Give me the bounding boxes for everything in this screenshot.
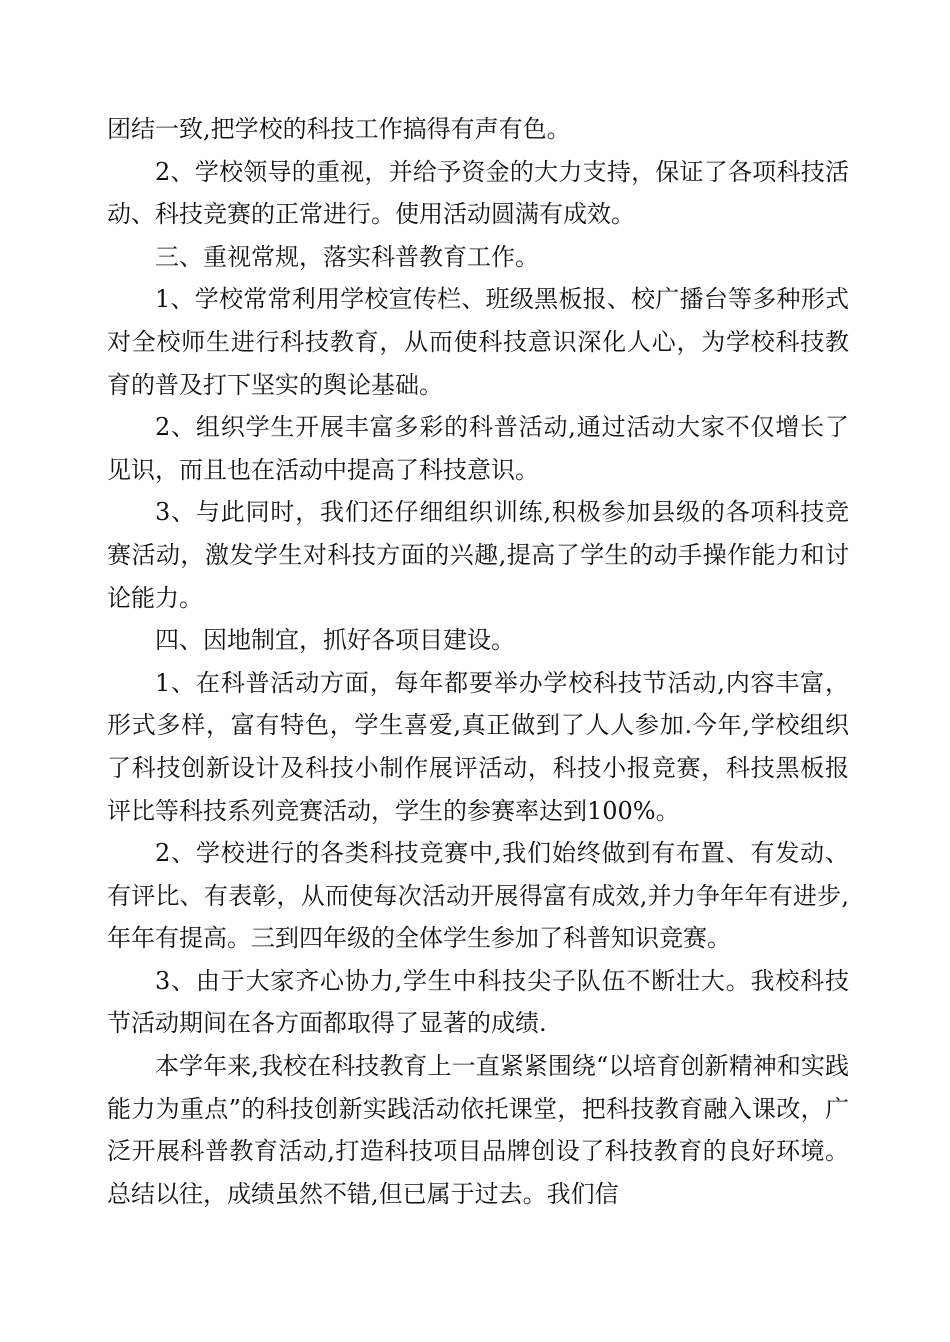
paragraph-achievements: 3、由于大家齐心协力,学生中科技尖子队伍不断壮大。我校科技节活动期间在各方面都取得了显著的成绩. [107,966,849,1038]
paragraph-activities: 2、组织学生开展丰富多彩的科普活动,通过活动大家不仅增长了见识，而且也在活动中提高了科技意识。 [107,413,849,484]
paragraph-competitions: 3、与此同时，我们还仔细组织训练,积极参加县级的各项科技竞赛活动，激发学生对科技方面的兴趣,提高了学生的动手操作能力和讨论能力。 [107,498,849,612]
paragraph-leadership-support: 2、学校领导的重视，并给予资金的大力支持，保证了各项科技活动、科技竞赛的正常进行。使用活动圆满有成效。 [107,157,849,229]
paragraph-summary: 本学年来,我校在科技教育上一直紧紧围绕“以培育创新精神和实践能力为重点”的科技创新实践活动依托课堂，把科技教育融入课改，广泛开展科普教育活动,打造科技项目品牌创设了科技教育的良好环境。总结以往，成绩虽然不错,但已属于过去。我们信 [107,1052,849,1208]
paragraph-contest-organization: 2、学校进行的各类科技竞赛中,我们始终做到有布置、有发动、有评比、有表彰，从而使每次活动开展得富有成效,并力争年年有进步,年年有提高。三到四年级的全体学生参加了科普知识竞赛。 [107,839,849,953]
document-body [107,108,849,1215]
paragraph-publicity: 1、学校常常利用学校宣传栏、班级黑板报、校广播台等多种形式对全校师生进行科技教育，从而使科技意识深化人心，为学校科技教育的普及打下坚实的舆论基础。 [107,285,849,399]
paragraph-continuation: 团结一致,把学校的科技工作搞得有声有色。 [107,115,571,143]
section-heading-3: 三、重视常规，落实科普教育工作。 [155,242,539,271]
section-heading-4: 四、因地制宜，抓好各项目建设。 [155,626,515,655]
paragraph-science-festival: 1、在科普活动方面，每年都要举办学校科技节活动,内容丰富，形式多样，富有特色，学生喜爱,真正做到了人人参加.今年,学校组织了科技创新设计及科技小制作展评活动，科技小报竞赛，科技黑板报评比等科技系列竞赛活动，学生的参赛率达到100%。 [107,668,849,825]
